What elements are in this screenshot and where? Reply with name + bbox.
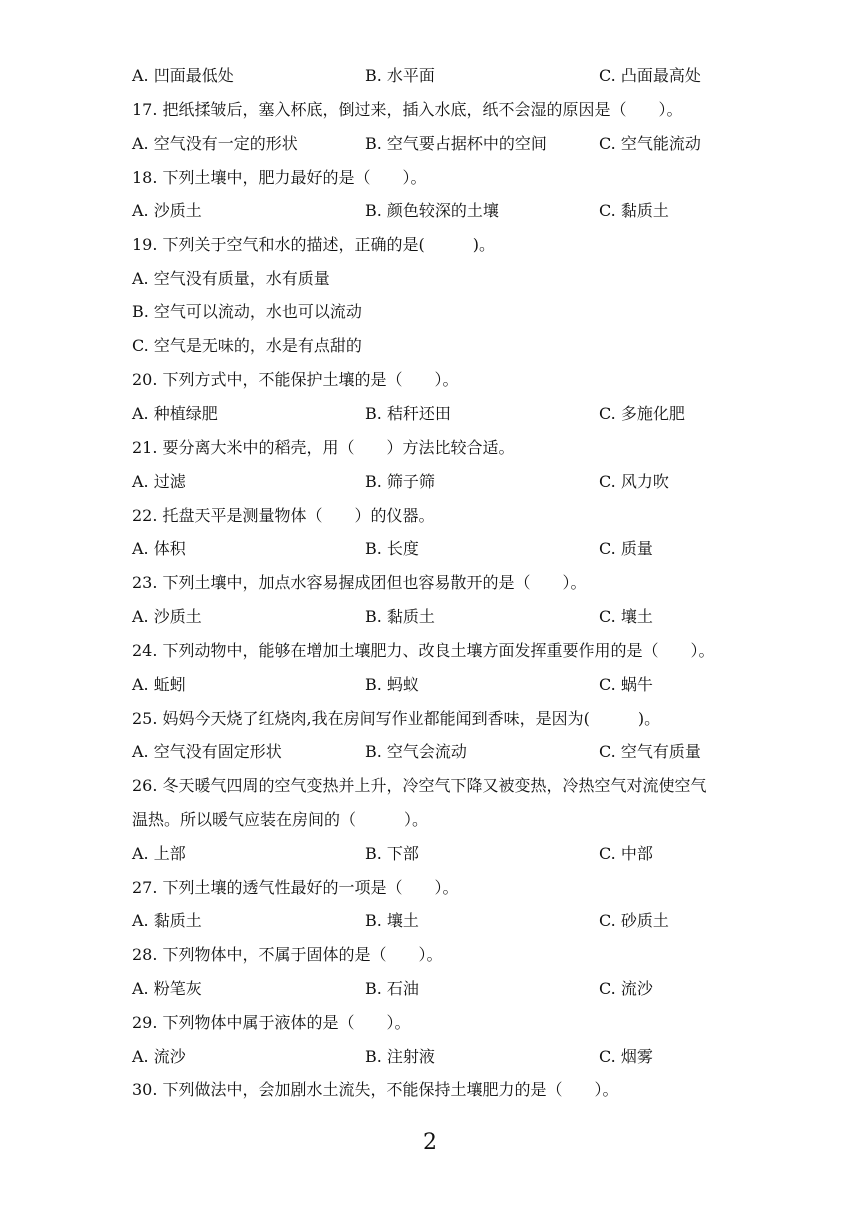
q18-stem: 18. 下列土壤中，肥力最好的是（ ）。	[132, 168, 427, 187]
q28-options	[132, 977, 772, 1001]
q20-option-b: B. 秸秆还田	[365, 404, 451, 423]
q20-option-a: A. 种植绿肥	[132, 404, 218, 423]
q22-stem: 22. 托盘天平是测量物体（ ）的仪器。	[132, 506, 435, 525]
q27-option-c: C. 砂质土	[599, 911, 669, 930]
q25-options	[132, 740, 772, 764]
q19-option-a: A. 空气没有质量，水有质量	[132, 269, 330, 288]
q17-option-a: A. 空气没有一定的形状	[132, 134, 298, 153]
q22-option-c: C. 质量	[599, 539, 653, 558]
q18-option-c: C. 黏质土	[599, 201, 669, 220]
q27-options	[132, 909, 772, 933]
q25-stem: 25. 妈妈今天烧了红烧肉,我在房间写作业都能闻到香味，是因为( )。	[132, 709, 661, 728]
q26-stem: 26. 冬天暖气四周的空气变热并上升，冷空气下降又被变热，冷热空气对流使空气	[132, 776, 707, 795]
q29-option-b: B. 注射液	[365, 1047, 435, 1066]
q24-option-a: A. 蚯蚓	[132, 675, 186, 694]
q30-stem: 30. 下列做法中，会加剧水土流失，不能保持土壤肥力的是（ ）。	[132, 1080, 619, 1099]
q20-stem: 20. 下列方式中，不能保护土壤的是（ ）。	[132, 370, 459, 389]
q23-option-a: A. 沙质土	[132, 607, 202, 626]
q16-option-a: A. 凹面最低处	[132, 66, 234, 85]
q26-option-c: C. 中部	[599, 844, 653, 863]
q26-option-b: B. 下部	[365, 844, 419, 863]
q28-option-b: B. 石油	[365, 979, 419, 998]
q21-stem: 21. 要分离大米中的稻壳，用（ ）方法比较合适。	[132, 438, 515, 457]
q16-option-b: B. 水平面	[365, 66, 435, 85]
q27-option-a: A. 黏质土	[132, 911, 202, 930]
q17-option-c: C. 空气能流动	[599, 134, 701, 153]
q24-options	[132, 673, 772, 697]
q23-stem: 23. 下列土壤中，加点水容易握成团但也容易散开的是（ ）。	[132, 573, 587, 592]
q21-option-b: B. 筛子筛	[365, 472, 435, 491]
q18-options	[132, 199, 772, 223]
q16-options	[132, 64, 772, 88]
q23-options	[132, 605, 772, 629]
page-number: 2	[423, 1130, 437, 1155]
q28-option-a: A. 粉笔灰	[132, 979, 202, 998]
q26-options	[132, 842, 772, 866]
q20-options	[132, 402, 772, 426]
q28-option-c: C. 流沙	[599, 979, 653, 998]
q23-option-b: B. 黏质土	[365, 607, 435, 626]
q29-stem: 29. 下列物体中属于液体的是（ ）。	[132, 1013, 411, 1032]
q22-option-b: B. 长度	[365, 539, 419, 558]
q27-option-b: B. 壤土	[365, 911, 419, 930]
q22-options	[132, 537, 772, 561]
q21-option-a: A. 过滤	[132, 472, 186, 491]
q21-option-c: C. 风力吹	[599, 472, 669, 491]
q25-option-a: A. 空气没有固定形状	[132, 742, 282, 761]
q17-options	[132, 132, 772, 156]
q29-option-c: C. 烟雾	[599, 1047, 653, 1066]
q19-option-b: B. 空气可以流动，水也可以流动	[132, 302, 362, 321]
q22-option-a: A. 体积	[132, 539, 186, 558]
q16-option-c: C. 凸面最高处	[599, 66, 701, 85]
q29-option-a: A. 流沙	[132, 1047, 186, 1066]
q20-option-c: C. 多施化肥	[599, 404, 685, 423]
q25-option-b: B. 空气会流动	[365, 742, 467, 761]
q27-stem: 27. 下列土壤的透气性最好的一项是（ ）。	[132, 878, 459, 897]
q24-stem: 24. 下列动物中，能够在增加土壤肥力、改良土壤方面发挥重要作用的是（ ）。	[132, 641, 715, 660]
q17-option-b: B. 空气要占据杯中的空间	[365, 134, 547, 153]
q24-option-b: B. 蚂蚁	[365, 675, 419, 694]
q26-stem-continued: 温热。所以暖气应装在房间的（ ）。	[132, 810, 429, 829]
q17-stem: 17. 把纸揉皱后，塞入杯底，倒过来，插入水底，纸不会湿的原因是（ ）。	[132, 100, 683, 119]
q25-option-c: C. 空气有质量	[599, 742, 701, 761]
q18-option-b: B. 颜色较深的土壤	[365, 201, 499, 220]
q21-options	[132, 470, 772, 494]
q23-option-c: C. 壤土	[599, 607, 653, 626]
q24-option-c: C. 蜗牛	[599, 675, 653, 694]
q19-option-c: C. 空气是无味的，水是有点甜的	[132, 336, 362, 355]
q26-option-a: A. 上部	[132, 844, 186, 863]
q19-stem: 19. 下列关于空气和水的描述，正确的是( )。	[132, 235, 496, 254]
q28-stem: 28. 下列物体中，不属于固体的是（ ）。	[132, 945, 443, 964]
q18-option-a: A. 沙质土	[132, 201, 202, 220]
q29-options	[132, 1045, 772, 1069]
